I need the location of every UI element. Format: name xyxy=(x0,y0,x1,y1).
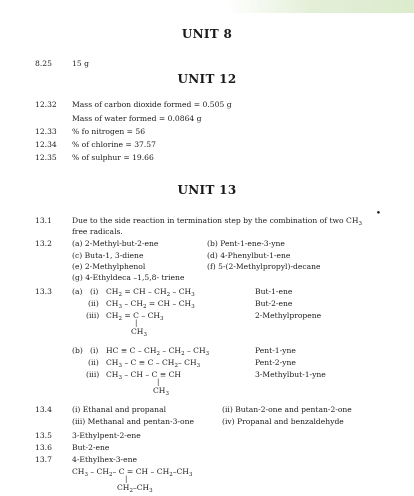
answer-13-6-text: But-2-ene xyxy=(72,443,110,452)
answer-13-3-b-label: (b) xyxy=(72,346,83,355)
formula-methyl-branch: $CH_3$ xyxy=(131,327,147,338)
name-but-2-ene: But-2-ene xyxy=(255,299,293,308)
answer-13-1-text-2: free radicals. xyxy=(72,227,123,236)
answer-12-32-number: 12.32 xyxy=(35,100,57,109)
answer-12-33-text: % fo nitrogen = 56 xyxy=(72,127,146,136)
answer-13-6-number: 13.6 xyxy=(35,443,52,452)
name-3-methylbut-1-yne: 3-Methylbut-1-yne xyxy=(255,370,326,379)
answer-13-2-number: 13.2 xyxy=(35,239,52,248)
answer-13-1-text: Due to the side reaction in termination step by the combination of two $CH_3$ • xyxy=(72,208,381,227)
answer-13-2-d: (d) 4-Phenylbut-1-ene xyxy=(207,251,291,260)
formula-but-1-ene: $CH_2$ = CH – $CH_2 - CH_3$ xyxy=(106,287,195,298)
formula-but-2-ene: $CH_3 - CH_2$ = CH – $CH_3$ xyxy=(106,299,195,310)
answer-13-7-number: 13.7 xyxy=(35,455,52,464)
answer-8-25-number: 8.25 xyxy=(35,59,52,68)
bond-line: | xyxy=(157,378,160,386)
formula-methyl-branch: $CH_3$ xyxy=(153,386,169,397)
answer-12-33-number: 12.33 xyxy=(35,127,57,136)
answer-12-35-number: 12.35 xyxy=(35,153,57,162)
answer-13-3-a-ii-label: (ii) xyxy=(88,299,99,308)
bond-line: | xyxy=(125,475,128,483)
answer-13-3-a-iii-label: (iii) xyxy=(86,311,100,320)
answer-12-32-text: Mass of carbon dioxide formed = 0.505 g xyxy=(72,100,232,109)
answer-13-4-iv: (iv) Propanal and benzaldehyde xyxy=(222,417,344,426)
answer-13-2-b: (b) Pent-1-ene-3-yne xyxy=(207,239,285,248)
formula-2-methylpropene: $CH_2 = C - CH_3$ xyxy=(106,311,164,322)
answer-13-3-b-ii-label: (ii) xyxy=(88,358,99,367)
bond-line: | xyxy=(135,319,138,327)
answer-13-3-a-label: (a) xyxy=(72,287,83,296)
answer-13-3-number: 13.3 xyxy=(35,287,52,296)
name-pent-2-yne: Pent-2-yne xyxy=(255,358,296,367)
name-but-1-ene: But-1-ene xyxy=(255,287,293,296)
answer-13-2-a: (a) 2-Methyl-but-2-ene xyxy=(72,239,159,248)
header-accent-bar xyxy=(0,0,414,13)
answer-13-3-a-i-label: (i) xyxy=(90,287,99,296)
answer-13-3-b-iii-label: (iii) xyxy=(86,370,100,379)
answer-12-32-text-2: Mass of water formed = 0.0864 g xyxy=(72,114,202,123)
answer-13-4-iii: (iii) Methanal and pentan-3-one xyxy=(72,417,194,426)
answer-13-4-number: 13.4 xyxy=(35,405,52,414)
answer-13-7-text: 4-Ethylhex-3-ene xyxy=(72,455,137,464)
unit-12-title: UNIT 12 xyxy=(177,72,237,86)
answer-12-35-text: % of sulphur = 19.66 xyxy=(72,153,154,162)
unit-13-title: UNIT 13 xyxy=(177,183,237,197)
formula-pent-1-yne: HC ≡ C – $CH_2 - CH_2 - CH_3$ xyxy=(106,346,210,357)
answer-13-5-text: 3-Ethylpent-2-ene xyxy=(72,431,141,440)
formula-ethyl-branch: $CH_2-CH_3$ xyxy=(117,483,153,494)
answer-12-34-text: % of chlorine = 37.57 xyxy=(72,140,156,149)
answer-12-34-number: 12.34 xyxy=(35,140,57,149)
answer-13-2-e: (e) 2-Methylphenol xyxy=(72,262,146,271)
answer-13-2-g: (g) 4-Ethyldeca –1,5,8- triene xyxy=(72,273,185,282)
name-2-methylpropene: 2-Methylpropene xyxy=(255,311,322,320)
unit-8-title: UNIT 8 xyxy=(181,27,233,41)
formula-3-methylbut-1-yne: $CH_3$ – CH – C ≡ CH xyxy=(106,370,182,381)
answer-13-5-number: 13.5 xyxy=(35,431,52,440)
answer-13-1-number: 13.1 xyxy=(35,216,52,225)
formula-4-ethylhex-3-ene: $CH_3 - CH_2-$ C = CH – $CH_2-CH_3$ xyxy=(72,467,193,478)
answer-13-3-b-i-label: (i) xyxy=(90,346,99,355)
formula-pent-2-yne: $CH_3 - C \equiv C - CH_2-$ $CH_3$ xyxy=(106,358,201,369)
answer-13-4-i: (i) Ethanal and propanal xyxy=(72,405,167,414)
name-pent-1-yne: Pent-1-yne xyxy=(255,346,296,355)
answer-13-2-c: (c) Buta-1, 3-diene xyxy=(72,251,144,260)
answer-13-2-f: (f) 5-(2-Methylpropyl)-decane xyxy=(207,262,321,271)
answer-8-25-text: 15 g xyxy=(72,59,89,68)
answer-13-4-ii: (ii) Butan-2-one and pentan-2-one xyxy=(222,405,352,414)
